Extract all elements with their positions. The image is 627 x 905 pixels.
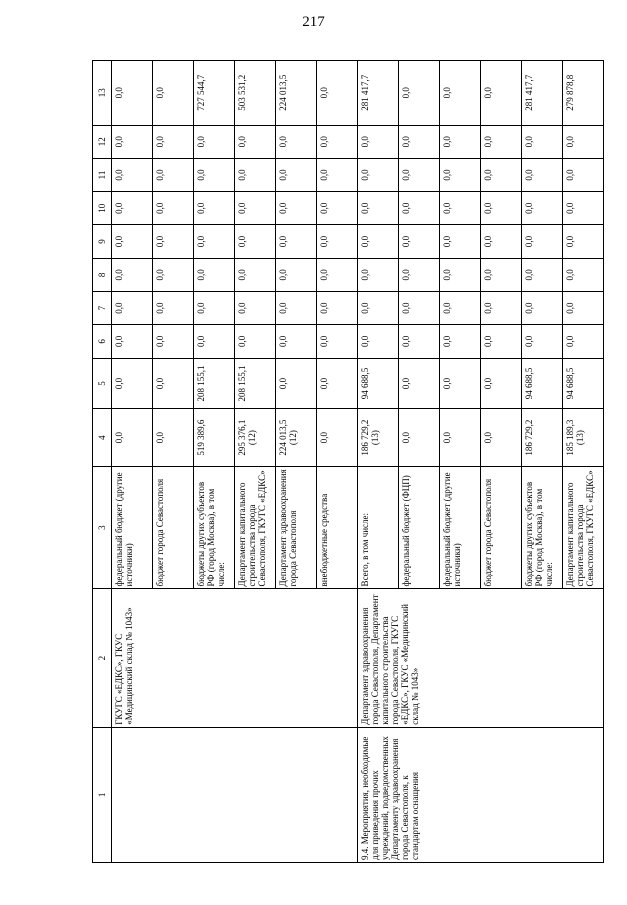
header-cell-4: 4: [93, 409, 112, 466]
amount-cell: 0,0: [235, 192, 276, 225]
amount-cell: 0,0: [153, 158, 194, 191]
amount-cell: 0,0: [522, 158, 563, 191]
amount-cell: 208 155,1: [194, 358, 235, 409]
header-cell-12: 12: [93, 125, 112, 158]
amount-cell: 0,0: [481, 225, 522, 258]
amount-cell: 0,0: [317, 258, 358, 291]
amount-cell: 0,0: [235, 291, 276, 324]
funding-source-cell: Департамент капитального строительства города Севастополя, ГКУГС «ЕДКС»: [235, 466, 276, 589]
amount-cell: 0,0: [481, 125, 522, 158]
amount-cell: 503 531,2: [235, 61, 276, 126]
table-row: [358, 61, 399, 863]
amount-cell: 0,0: [563, 192, 604, 225]
amount-cell: 0,0: [440, 158, 481, 191]
amount-cell: 0,0: [235, 325, 276, 358]
amount-cell: 0,0: [440, 258, 481, 291]
amount-cell: 0,0: [522, 325, 563, 358]
funding-source-cell: бюджеты других субъектов РФ (город Москва), в том числе:: [522, 466, 563, 589]
header-cell-9: 9: [93, 225, 112, 258]
amount-cell: 0,0: [358, 258, 399, 291]
amount-cell: 0,0: [399, 158, 440, 191]
amount-cell: 0,0: [317, 61, 358, 126]
amount-cell: 0,0: [563, 291, 604, 324]
amount-cell: 0,0: [481, 325, 522, 358]
amount-cell: 0,0: [194, 125, 235, 158]
amount-cell: 0,0: [153, 125, 194, 158]
amount-cell: 0,0: [194, 325, 235, 358]
amount-cell: 0,0: [153, 291, 194, 324]
amount-cell: 185 189,3 (13): [563, 409, 604, 466]
amount-cell: 0,0: [440, 325, 481, 358]
amount-cell: 0,0: [112, 61, 153, 126]
amount-cell: 0,0: [440, 61, 481, 126]
funding-source-cell: Всего, в том числе:: [358, 466, 399, 589]
amount-cell: 0,0: [440, 358, 481, 409]
amount-cell: 0,0: [194, 192, 235, 225]
amount-cell: 0,0: [563, 258, 604, 291]
amount-cell: 186 729,2: [522, 409, 563, 466]
header-cell-10: 10: [93, 192, 112, 225]
budget-table: [92, 60, 604, 863]
amount-cell: 0,0: [440, 409, 481, 466]
amount-cell: 0,0: [235, 258, 276, 291]
amount-cell: 0,0: [563, 325, 604, 358]
amount-cell: 279 878,8: [563, 61, 604, 126]
amount-cell: 0,0: [481, 61, 522, 126]
header-cell-8: 8: [93, 258, 112, 291]
amount-cell: 0,0: [276, 225, 317, 258]
amount-cell: 94 688,5: [522, 358, 563, 409]
amount-cell: 0,0: [399, 258, 440, 291]
amount-cell: 0,0: [153, 358, 194, 409]
amount-cell: 0,0: [440, 225, 481, 258]
amount-cell: 0,0: [317, 409, 358, 466]
amount-cell: 295 376,1 (12): [235, 409, 276, 466]
header-cell-11: 11: [93, 158, 112, 191]
funding-source-cell: федеральный бюджет (другие источники): [440, 466, 481, 589]
amount-cell: 0,0: [153, 192, 194, 225]
funding-source-cell: бюджет города Севастополя: [481, 466, 522, 589]
amount-cell: 0,0: [153, 325, 194, 358]
amount-cell: 0,0: [317, 325, 358, 358]
funding-source-cell: бюджет города Севастополя: [153, 466, 194, 589]
funding-source-cell: бюджеты других субъектов РФ (город Москва), в том числе:: [194, 466, 235, 589]
amount-cell: 0,0: [481, 409, 522, 466]
amount-cell: 0,0: [522, 258, 563, 291]
amount-cell: 0,0: [440, 192, 481, 225]
amount-cell: 0,0: [276, 358, 317, 409]
amount-cell: 0,0: [358, 192, 399, 225]
amount-cell: 0,0: [276, 325, 317, 358]
amount-cell: 0,0: [317, 192, 358, 225]
amount-cell: 0,0: [358, 225, 399, 258]
funding-source-cell: федеральный бюджет (ФЦП): [399, 466, 440, 589]
amount-cell: 186 729,2 (13): [358, 409, 399, 466]
amount-cell: 224 013,5: [276, 61, 317, 126]
amount-cell: 519 389,6: [194, 409, 235, 466]
table-body: [112, 61, 604, 863]
amount-cell: 0,0: [112, 125, 153, 158]
header-cell-3: 3: [93, 466, 112, 589]
amount-cell: 0,0: [563, 225, 604, 258]
table-row: [112, 61, 153, 863]
amount-cell: 0,0: [399, 325, 440, 358]
amount-cell: 94 688,5: [563, 358, 604, 409]
amount-cell: 0,0: [112, 325, 153, 358]
amount-cell: 0,0: [399, 61, 440, 126]
amount-cell: 0,0: [563, 125, 604, 158]
amount-cell: 224 013,5 (12): [276, 409, 317, 466]
amount-cell: 0,0: [440, 291, 481, 324]
amount-cell: 0,0: [358, 291, 399, 324]
amount-cell: 0,0: [399, 225, 440, 258]
amount-cell: 0,0: [112, 192, 153, 225]
amount-cell: 0,0: [481, 158, 522, 191]
page-number: 217: [302, 14, 325, 30]
amount-cell: 0,0: [112, 409, 153, 466]
amount-cell: 0,0: [235, 225, 276, 258]
amount-cell: 0,0: [440, 125, 481, 158]
amount-cell: 0,0: [481, 358, 522, 409]
amount-cell: 0,0: [194, 158, 235, 191]
amount-cell: 0,0: [112, 358, 153, 409]
amount-cell: 0,0: [522, 225, 563, 258]
measure-cell: 9.4. Мероприятия, необходимые для приведения прочих учреждений, подведомственных Департаменту здравоохранения города Севастополя, к стандартам оснащения: [358, 727, 604, 862]
amount-cell: 0,0: [194, 291, 235, 324]
amount-cell: 0,0: [358, 158, 399, 191]
amount-cell: 0,0: [112, 158, 153, 191]
amount-cell: 0,0: [317, 225, 358, 258]
amount-cell: 0,0: [563, 158, 604, 191]
header-cell-1: 1: [93, 727, 112, 862]
amount-cell: 94 688,5: [358, 358, 399, 409]
amount-cell: 0,0: [153, 409, 194, 466]
amount-cell: 0,0: [276, 258, 317, 291]
header-cell-5: 5: [93, 358, 112, 409]
amount-cell: 0,0: [276, 192, 317, 225]
amount-cell: 0,0: [112, 225, 153, 258]
header-cell-13: 13: [93, 61, 112, 126]
header-cell-7: 7: [93, 291, 112, 324]
amount-cell: 0,0: [276, 291, 317, 324]
amount-cell: 0,0: [522, 125, 563, 158]
amount-cell: 0,0: [112, 291, 153, 324]
amount-cell: 0,0: [235, 158, 276, 191]
amount-cell: 0,0: [153, 61, 194, 126]
amount-cell: 0,0: [317, 291, 358, 324]
amount-cell: 0,0: [399, 358, 440, 409]
executor-cell: ГКУГС «ЕДКС», ГКУС «Медицинский склад № 1043»: [112, 589, 358, 727]
amount-cell: 0,0: [235, 125, 276, 158]
amount-cell: 0,0: [153, 258, 194, 291]
executor-cell: Департамент здравоохранения города Севастополя, Департамент капитального строительства города Севастополя, ГКУГС «ЕДКС», ГКУС «Медицинский склад № 1043»: [358, 589, 604, 727]
header-cell-2: 2: [93, 589, 112, 727]
amount-cell: 0,0: [481, 192, 522, 225]
amount-cell: 0,0: [358, 325, 399, 358]
amount-cell: 281 417,7: [358, 61, 399, 126]
amount-cell: 0,0: [399, 125, 440, 158]
amount-cell: 0,0: [481, 291, 522, 324]
amount-cell: 0,0: [358, 125, 399, 158]
header-row: [93, 61, 112, 863]
amount-cell: 0,0: [194, 258, 235, 291]
amount-cell: 0,0: [481, 258, 522, 291]
amount-cell: 0,0: [317, 358, 358, 409]
amount-cell: 0,0: [276, 125, 317, 158]
amount-cell: 281 417,7: [522, 61, 563, 126]
amount-cell: 0,0: [399, 409, 440, 466]
measure-cell: [112, 727, 358, 862]
amount-cell: 0,0: [522, 291, 563, 324]
budget-table-container: [92, 60, 604, 863]
amount-cell: 0,0: [112, 258, 153, 291]
funding-source-cell: внебюджетные средства: [317, 466, 358, 589]
amount-cell: 0,0: [317, 125, 358, 158]
header-cell-6: 6: [93, 325, 112, 358]
amount-cell: 0,0: [317, 158, 358, 191]
amount-cell: 0,0: [276, 158, 317, 191]
funding-source-cell: Департамент здравоохранения города Севастополя: [276, 466, 317, 589]
amount-cell: 208 155,1: [235, 358, 276, 409]
amount-cell: 0,0: [194, 225, 235, 258]
amount-cell: 727 544,7: [194, 61, 235, 126]
funding-source-cell: Департамент капитального строительства города Севастополя, ГКУГС «ЕДКС»: [563, 466, 604, 589]
funding-source-cell: федеральный бюджет (другие источники): [112, 466, 153, 589]
amount-cell: 0,0: [399, 291, 440, 324]
amount-cell: 0,0: [399, 192, 440, 225]
amount-cell: 0,0: [153, 225, 194, 258]
amount-cell: 0,0: [522, 192, 563, 225]
